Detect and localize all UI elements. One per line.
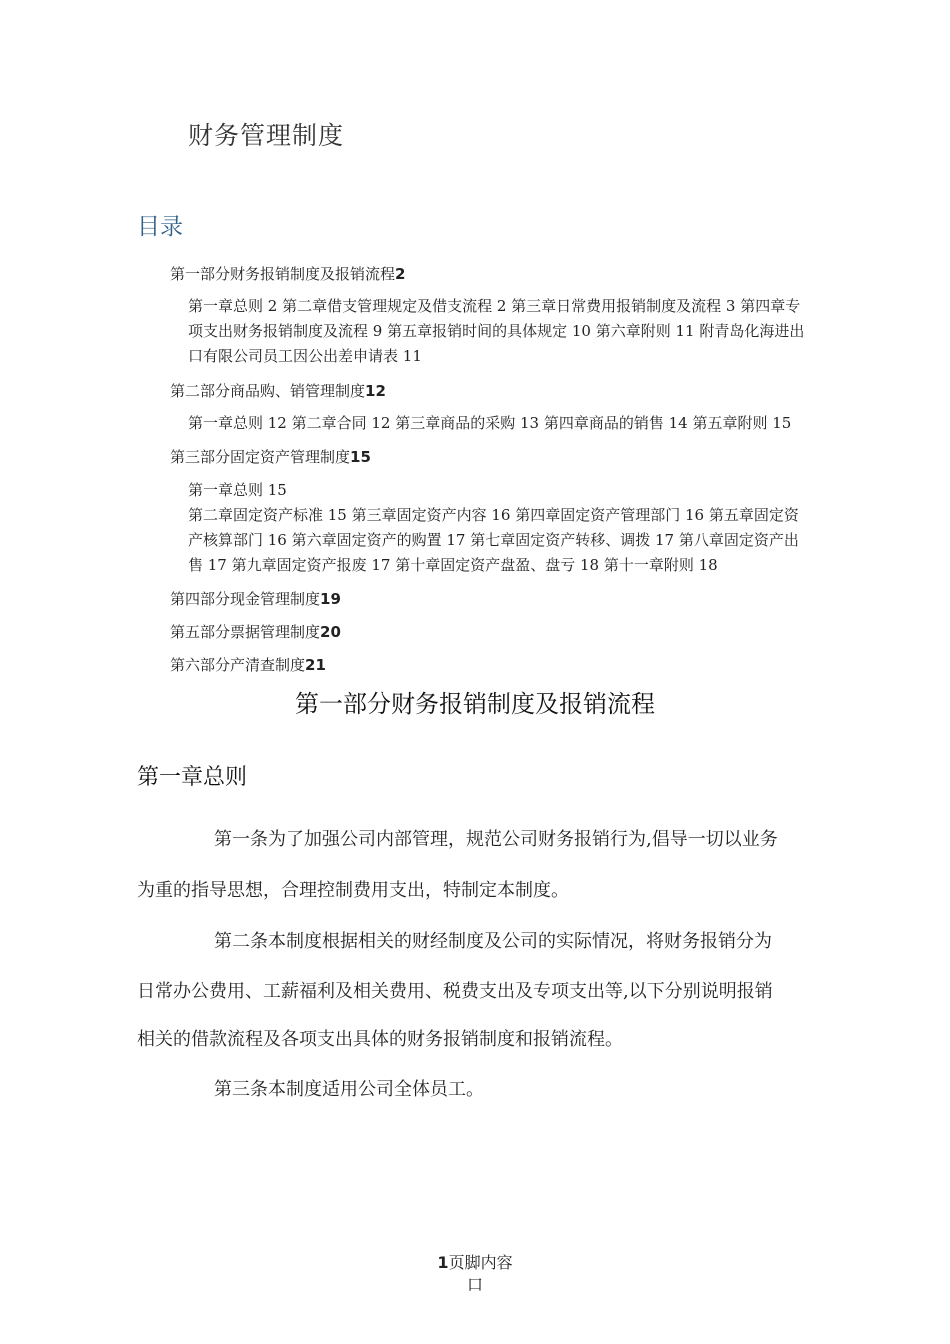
toc-entry-label: 第一部分财务报销制度及报销流程 xyxy=(170,265,396,283)
toc-entry-label: 第三部分固定资产管理制度 xyxy=(170,448,351,466)
toc-entry-part2[interactable] xyxy=(170,380,386,401)
toc-subentry-line: 售 17 第九章固定资产报废 17 第十章固定资产盘盈、盘亏 18 第十一章附则 18 xyxy=(188,556,718,574)
paragraph-line: 为重的指导思想，合理控制费用支出，特制定本制度。 xyxy=(137,880,569,901)
toc-subentries-part2[interactable] xyxy=(188,411,791,436)
toc-subentry-line: 第二章固定资产标准 15 第三章固定资产内容 16 第四章固定资产管理部门 16 第五章固定资 xyxy=(188,506,799,524)
paragraph-line: 第一条为了加强公司内部管理，规范公司财务报销行为,倡导一切以业务 xyxy=(214,829,778,850)
toc-entry-label: 第二部分商品购、销管理制度 xyxy=(170,382,366,400)
toc-entry-page: 19 xyxy=(320,590,341,608)
page-footer xyxy=(0,1250,950,1273)
toc-subentry-line: 第一章总则 12 第二章合同 12 第三章商品的采购 13 第四章商品的销售 14 第五章附则 15 xyxy=(188,414,792,432)
toc-entry-label: 第四部分现金管理制度 xyxy=(170,590,321,608)
toc-entry-page: 21 xyxy=(305,656,326,674)
toc-entry-page: 20 xyxy=(320,623,341,641)
toc-entry-part5[interactable] xyxy=(170,621,341,642)
footer-page-number: 1 xyxy=(437,1253,449,1272)
toc-entry-part3[interactable] xyxy=(170,446,371,467)
toc-entry-page: 2 xyxy=(395,265,406,283)
toc-entry-label: 第五部分票据管理制度 xyxy=(170,623,321,641)
footer-second-line: 口 xyxy=(466,1275,483,1294)
paragraph-line: 相关的借款流程及各项支出具体的财务报销制度和报销流程。 xyxy=(137,1029,623,1050)
toc-heading: 目录 xyxy=(137,214,183,240)
paragraph-line: 日常办公费用、工薪福利及相关费用、税费支出及专项支出等,以下分别说明报销 xyxy=(137,981,773,1002)
toc-subentries-part1[interactable] xyxy=(188,294,804,369)
toc-entry-part4[interactable] xyxy=(170,588,341,609)
toc-entry-label: 第六部分产清查制度 xyxy=(170,656,306,674)
toc-subentry-line: 第一章总则 15 xyxy=(188,481,287,499)
document-title: 财务管理制度 xyxy=(188,121,345,150)
toc-subentry-line: 项支出财务报销制度及流程 9 第五章报销时间的具体规定 10 第六章附则 11 附青岛化海进出 xyxy=(188,322,805,340)
toc-entry-part1[interactable] xyxy=(170,263,405,284)
paragraph-line: 第二条本制度根据相关的财经制度及公司的实际情况，将财务报销分为 xyxy=(214,931,772,952)
toc-subentry-line: 产核算部门 16 第六章固定资产的购置 17 第七章固定资产转移、调拨 17 第八章固定资产出 xyxy=(188,531,799,549)
chapter-title: 第一章总则 xyxy=(137,765,248,790)
paragraph-line: 第三条本制度适用公司全体员工。 xyxy=(214,1079,484,1100)
footer-text: 页脚内容 xyxy=(448,1253,513,1272)
toc-entry-page: 15 xyxy=(350,448,371,466)
toc-subentry-line: 第一章总则 2 第二章借支管理规定及借支流程 2 第三章日常费用报销制度及流程 3 第四章专 xyxy=(188,297,801,315)
part-title: 第一部分财务报销制度及报销流程 xyxy=(295,690,655,718)
toc-entry-part6[interactable] xyxy=(170,654,326,675)
toc-entry-page: 12 xyxy=(365,382,386,400)
toc-subentries-part3[interactable] xyxy=(188,478,799,578)
toc-subentry-line: 口有限公司员工因公出差申请表 11 xyxy=(188,347,422,365)
